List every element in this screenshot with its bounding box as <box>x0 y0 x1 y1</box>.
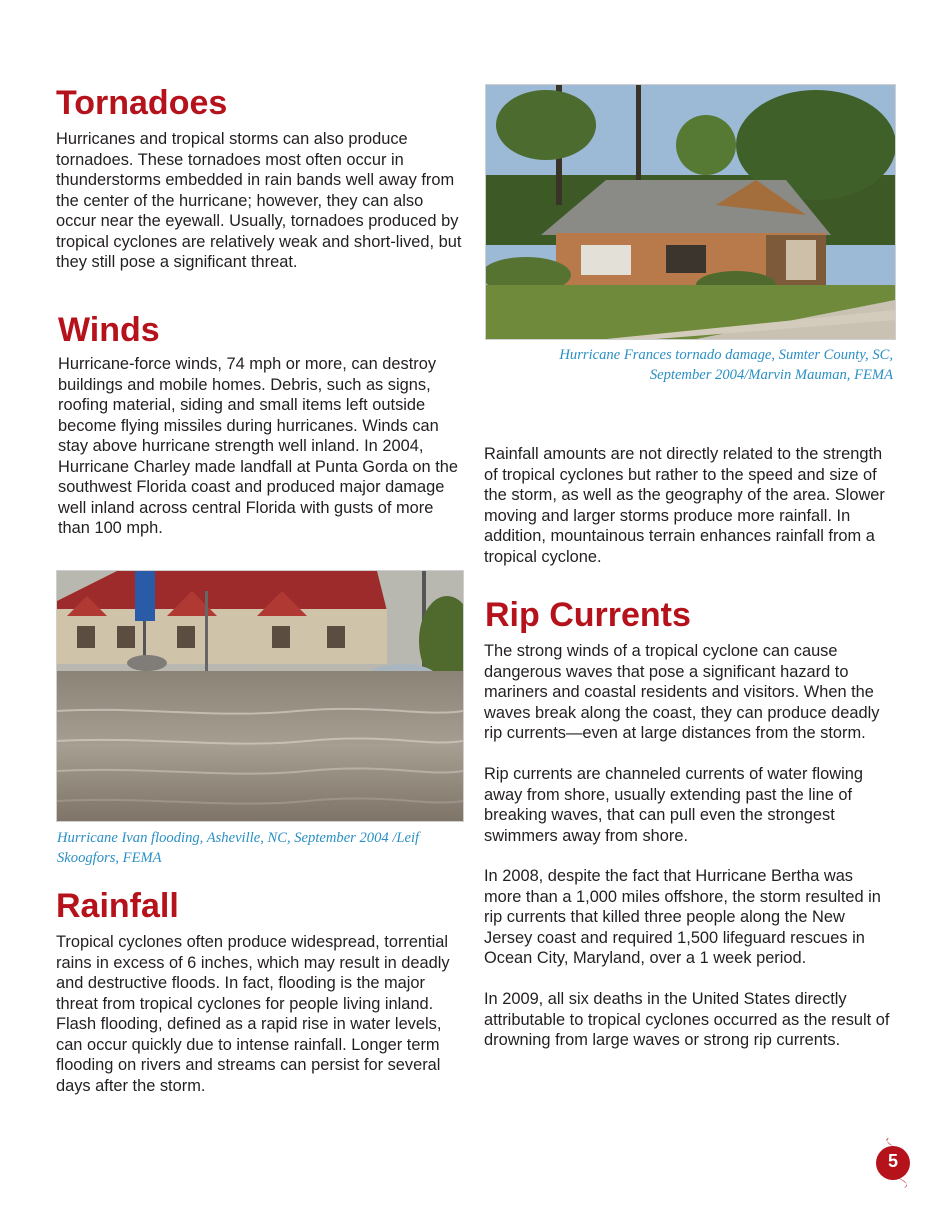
rainfall-heading: Rainfall <box>56 887 179 925</box>
rainfall-body: Tropical cyclones often produce widespread, torrential rains in excess of 6 inches, which may result in deadly and destructive floods. In fact, flooding is the major threat from tropical cyclones for people living inland. Flash flooding, defined as a rapid rise in water levels, can occur quickly due to intense rainfall. Longer term flooding on rivers and streams can persist for several days after the storm. <box>56 933 450 1095</box>
tornado-damage-photo <box>485 84 896 340</box>
tornadoes-body: Hurricanes and tropical storms can also produce tornadoes. These tornadoes most often occur in thunderstorms embedded in rain bands well away from the center of the hurricane; however, they can also occur near the eyewall. Usually, tornadoes produced by tropical cyclones are relatively weak and short-lived, but they still pose a significant threat. <box>56 130 462 271</box>
flooding-photo-caption: Hurricane Ivan flooding, Asheville, NC, September 2004 /Leif Skoogfors, FEMA <box>57 830 420 866</box>
tornado-damage-photo-caption: Hurricane Frances tornado damage, Sumter County, SC, September 2004/Marvin Mauman, FEMA <box>559 347 893 383</box>
tornadoes-heading: Tornadoes <box>56 84 228 122</box>
rainfall-continued-body: Rainfall amounts are not directly related to the strength of tropical cyclones but rather to the speed and size of the storm, as well as the geography of the area. Slower moving and larger storms produce more rainfall. In addition, mountainous terrain enhances rainfall from a tropical cyclone. <box>484 445 885 566</box>
rip-currents-paragraph-1: The strong winds of a tropical cyclone can cause dangerous waves that pose a significant hazard to mariners and coastal residents and visitors. When the waves break along the coast, they can produce deadly rip currents—even at large distances from the storm. <box>484 642 880 742</box>
page-number-badge <box>876 1138 914 1188</box>
winds-heading: Winds <box>58 311 160 349</box>
rip-currents-paragraph-4: In 2009, all six deaths in the United States directly attributable to tropical cyclones occurred as the result of drowning from large waves or strong rip currents. <box>484 990 890 1049</box>
rip-currents-heading: Rip Currents <box>485 596 691 634</box>
rip-currents-paragraph-3: In 2008, despite the fact that Hurricane Bertha was more than a 1,000 miles offshore, the storm resulted in rip currents that killed three people along the New Jersey coast and required 1,500 lifeguard rescues in Ocean City, Maryland, over a 1 week period. <box>484 867 881 967</box>
rip-currents-paragraph-2: Rip currents are channeled currents of water flowing away from shore, usually extending past the line of breaking waves, that can pull even the strongest swimmers away from shore. <box>484 765 863 845</box>
winds-body: Hurricane-force winds, 74 mph or more, can destroy buildings and mobile homes. Debris, such as signs, roofing material, siding and small items left outside become flying missiles during hurricanes. Winds can stay above hurricane strength well inland. In 2004, Hurricane Charley made landfall at Punta Gorda on the southwest Florida coast and produced major damage well inland across central Florida with gusts of more than 100 mph. <box>58 355 458 537</box>
page-number: 5 <box>887 1151 898 1171</box>
flooding-photo <box>56 570 464 822</box>
